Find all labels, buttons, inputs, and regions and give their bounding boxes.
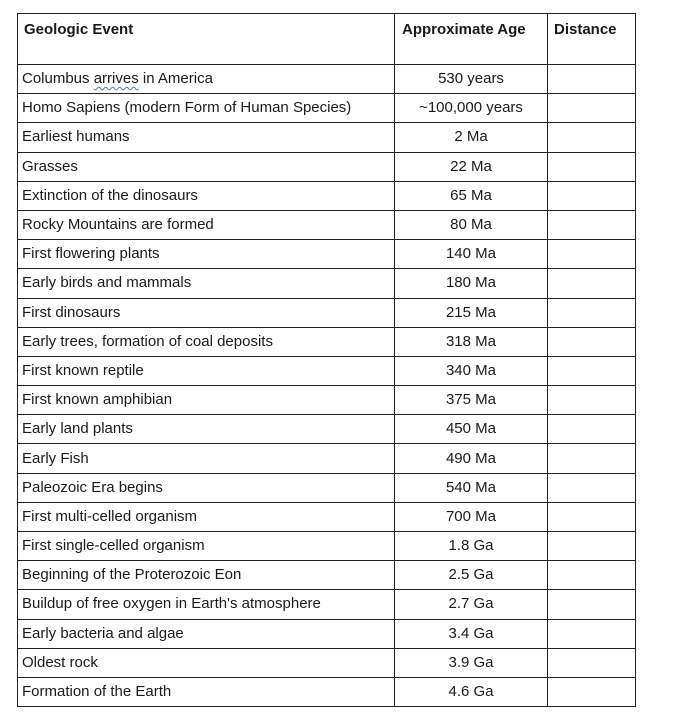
age-cell[interactable]: 80 Ma bbox=[395, 210, 548, 239]
event-cell[interactable]: Buildup of free oxygen in Earth's atmosphere bbox=[18, 590, 395, 619]
table-row bbox=[18, 152, 636, 181]
event-cell[interactable]: First known amphibian bbox=[18, 386, 395, 415]
distance-cell[interactable] bbox=[548, 619, 636, 648]
distance-cell[interactable] bbox=[548, 152, 636, 181]
distance-cell[interactable] bbox=[548, 648, 636, 677]
geologic-events-table bbox=[17, 13, 636, 707]
distance-cell[interactable] bbox=[548, 240, 636, 269]
table-row bbox=[18, 415, 636, 444]
age-cell[interactable]: 375 Ma bbox=[395, 386, 548, 415]
table-row bbox=[18, 356, 636, 385]
distance-cell[interactable] bbox=[548, 94, 636, 123]
table-row bbox=[18, 502, 636, 531]
distance-cell[interactable] bbox=[548, 269, 636, 298]
table-row bbox=[18, 240, 636, 269]
event-cell[interactable] bbox=[18, 65, 395, 94]
event-cell[interactable]: Grasses bbox=[18, 152, 395, 181]
event-cell[interactable]: Early Fish bbox=[18, 444, 395, 473]
age-cell[interactable]: 3.9 Ga bbox=[395, 648, 548, 677]
event-cell[interactable]: Rocky Mountains are formed bbox=[18, 210, 395, 239]
age-cell[interactable]: 318 Ma bbox=[395, 327, 548, 356]
table-row bbox=[18, 473, 636, 502]
header-approximate-age[interactable]: Approximate Age bbox=[395, 14, 548, 65]
table-row bbox=[18, 386, 636, 415]
age-cell[interactable]: 215 Ma bbox=[395, 298, 548, 327]
event-cell[interactable]: First single-celled organism bbox=[18, 532, 395, 561]
event-cell[interactable]: Beginning of the Proterozoic Eon bbox=[18, 561, 395, 590]
distance-cell[interactable] bbox=[548, 123, 636, 152]
age-cell[interactable]: 490 Ma bbox=[395, 444, 548, 473]
table-row bbox=[18, 590, 636, 619]
spellcheck-flagged-word[interactable]: arrives bbox=[93, 70, 139, 88]
distance-cell[interactable] bbox=[548, 210, 636, 239]
table-header bbox=[18, 14, 636, 65]
table-row bbox=[18, 327, 636, 356]
distance-cell[interactable] bbox=[548, 502, 636, 531]
age-cell[interactable]: 140 Ma bbox=[395, 240, 548, 269]
event-cell[interactable]: First dinosaurs bbox=[18, 298, 395, 327]
age-cell[interactable]: 700 Ma bbox=[395, 502, 548, 531]
distance-cell[interactable] bbox=[548, 590, 636, 619]
table-row bbox=[18, 269, 636, 298]
event-cell[interactable]: Oldest rock bbox=[18, 648, 395, 677]
event-cell[interactable]: Early bacteria and algae bbox=[18, 619, 395, 648]
age-cell[interactable]: 3.4 Ga bbox=[395, 619, 548, 648]
event-text-before: Columbus bbox=[22, 70, 94, 88]
table-row bbox=[18, 210, 636, 239]
age-cell[interactable]: 2.5 Ga bbox=[395, 561, 548, 590]
age-cell[interactable]: 180 Ma bbox=[395, 269, 548, 298]
distance-cell[interactable] bbox=[548, 444, 636, 473]
table-row bbox=[18, 123, 636, 152]
event-cell[interactable]: Formation of the Earth bbox=[18, 677, 395, 706]
table-body bbox=[18, 65, 636, 707]
age-cell[interactable]: 65 Ma bbox=[395, 181, 548, 210]
table-row bbox=[18, 181, 636, 210]
table-row bbox=[18, 532, 636, 561]
age-cell[interactable]: ~100,000 years bbox=[395, 94, 548, 123]
event-cell[interactable]: Extinction of the dinosaurs bbox=[18, 181, 395, 210]
table-row bbox=[18, 677, 636, 706]
age-cell[interactable]: 450 Ma bbox=[395, 415, 548, 444]
age-cell[interactable]: 1.8 Ga bbox=[395, 532, 548, 561]
distance-cell[interactable] bbox=[548, 561, 636, 590]
event-cell[interactable]: Early land plants bbox=[18, 415, 395, 444]
distance-cell[interactable] bbox=[548, 473, 636, 502]
event-cell[interactable]: Paleozoic Era begins bbox=[18, 473, 395, 502]
table-row bbox=[18, 444, 636, 473]
event-cell[interactable]: Homo Sapiens (modern Form of Human Species) bbox=[18, 94, 395, 123]
distance-cell[interactable] bbox=[548, 386, 636, 415]
event-cell[interactable]: First known reptile bbox=[18, 356, 395, 385]
age-cell[interactable]: 540 Ma bbox=[395, 473, 548, 502]
distance-cell[interactable] bbox=[548, 298, 636, 327]
event-cell[interactable]: Early trees, formation of coal deposits bbox=[18, 327, 395, 356]
table-row bbox=[18, 561, 636, 590]
distance-cell[interactable] bbox=[548, 532, 636, 561]
event-cell[interactable]: First multi-celled organism bbox=[18, 502, 395, 531]
age-cell[interactable]: 22 Ma bbox=[395, 152, 548, 181]
age-cell[interactable]: 4.6 Ga bbox=[395, 677, 548, 706]
table-row bbox=[18, 65, 636, 94]
table-row bbox=[18, 648, 636, 677]
age-cell[interactable]: 2.7 Ga bbox=[395, 590, 548, 619]
age-cell[interactable]: 340 Ma bbox=[395, 356, 548, 385]
distance-cell[interactable] bbox=[548, 415, 636, 444]
distance-cell[interactable] bbox=[548, 677, 636, 706]
distance-cell[interactable] bbox=[548, 65, 636, 94]
event-cell[interactable]: Earliest humans bbox=[18, 123, 395, 152]
age-cell[interactable]: 2 Ma bbox=[395, 123, 548, 152]
distance-cell[interactable] bbox=[548, 327, 636, 356]
event-text-after: in America bbox=[138, 70, 213, 88]
header-row bbox=[18, 14, 636, 65]
distance-cell[interactable] bbox=[548, 181, 636, 210]
header-distance[interactable]: Distance bbox=[548, 14, 636, 65]
event-cell[interactable]: First flowering plants bbox=[18, 240, 395, 269]
table-row bbox=[18, 619, 636, 648]
age-cell[interactable]: 530 years bbox=[395, 65, 548, 94]
table-row bbox=[18, 94, 636, 123]
event-cell[interactable]: Early birds and mammals bbox=[18, 269, 395, 298]
distance-cell[interactable] bbox=[548, 356, 636, 385]
table-row bbox=[18, 298, 636, 327]
header-geologic-event[interactable]: Geologic Event bbox=[18, 14, 395, 65]
